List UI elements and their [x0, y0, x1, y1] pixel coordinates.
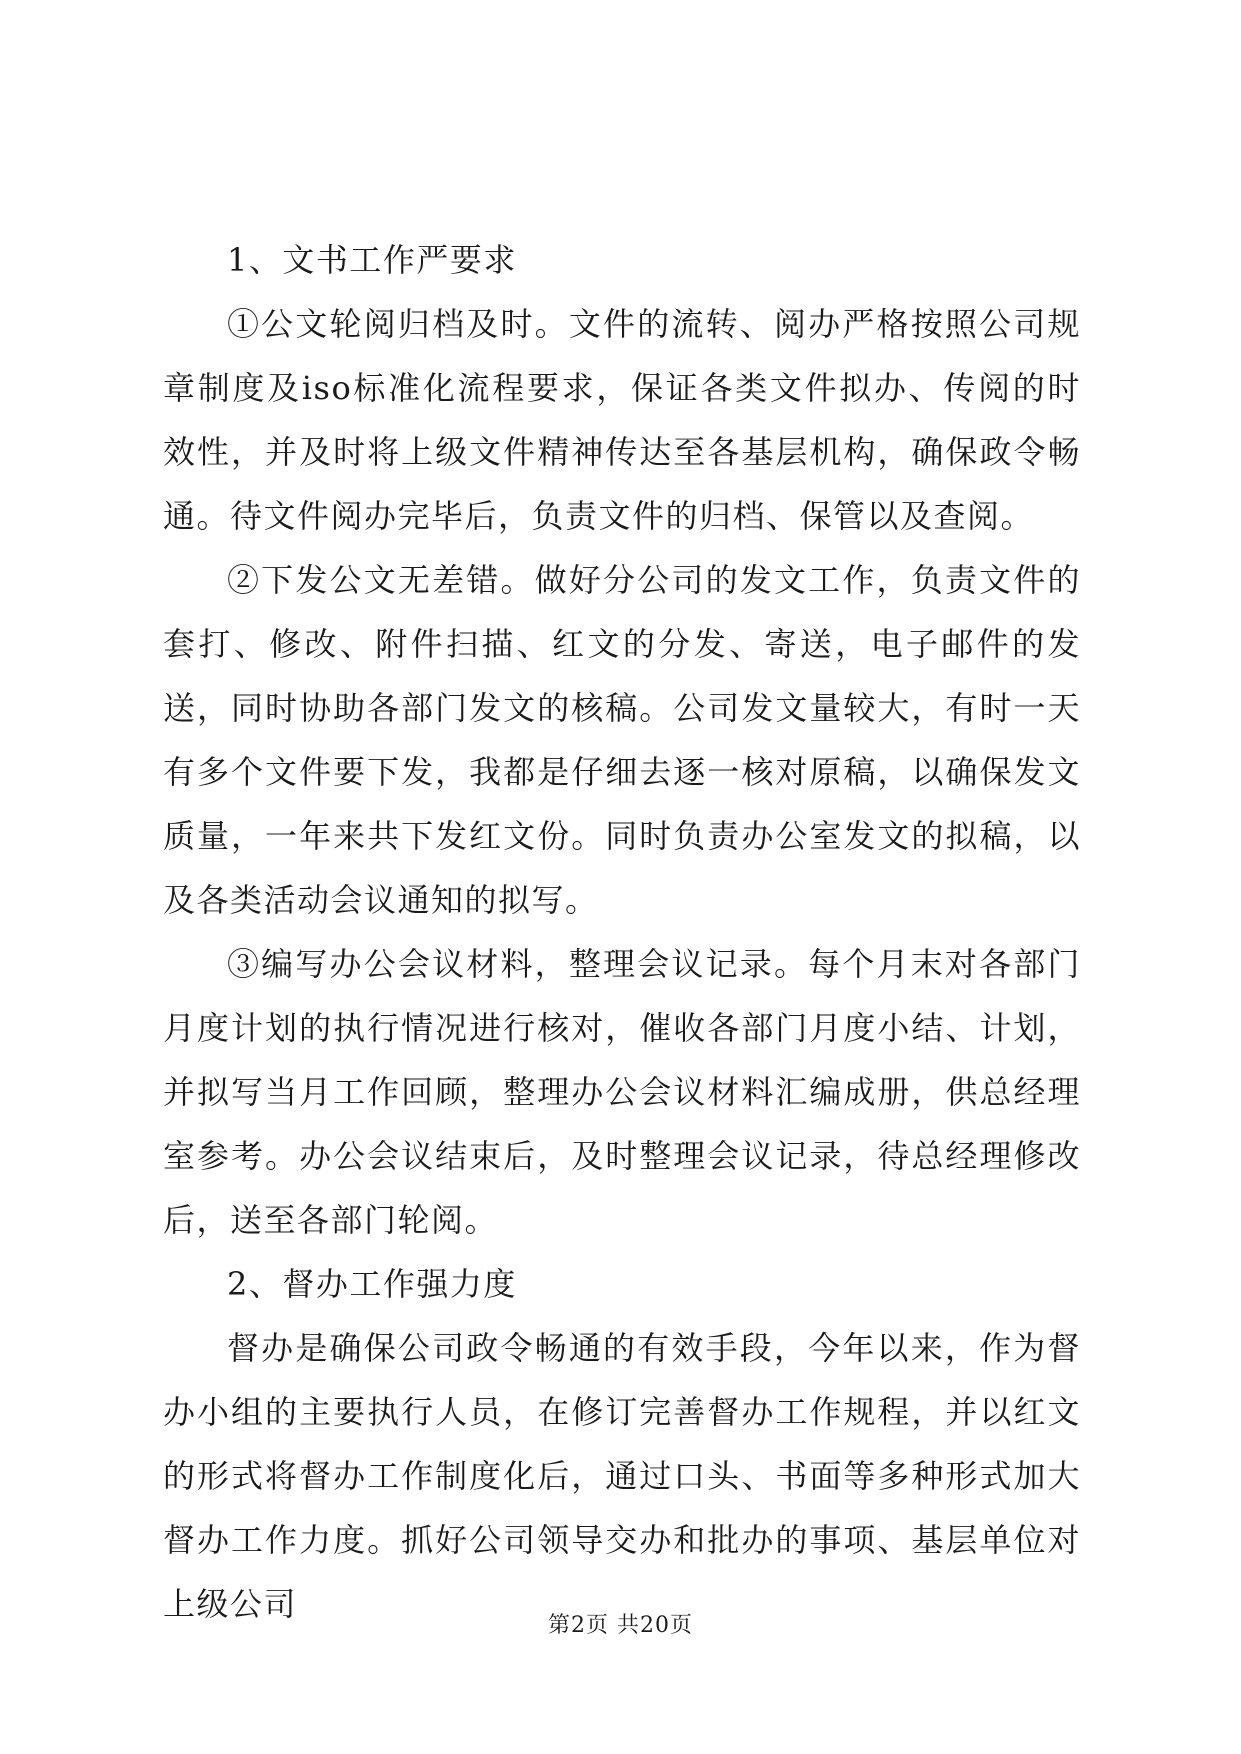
paragraph-1: ①公文轮阅归档及时。文件的流转、阅办严格按照公司规章制度及iso标准化流程要求，保证各类文件拟办、传阅的时效性，并及时将上级文件精神传达至各基层机构，确保政令畅通。待文件阅办完毕后，负责文件的归档、保管以及查阅。 — [163, 305, 1081, 535]
paragraph-3: ③编写办公会议材料，整理会议记录。每个月末对各部门月度计划的执行情况进行核对，催收各部门月度小结、计划，并拟写当月工作回顾，整理办公会议材料汇编成册，供总经理室参考。办公会议结束后，及时整理会议记录，待总经理修改后，送至各部门轮阅。 — [163, 945, 1081, 1239]
section-heading-1: 1、文书工作严要求 — [227, 241, 517, 279]
section-heading-2: 2、督办工作强力度 — [227, 1265, 517, 1303]
page-number-footer: 第2页 共20页 — [548, 1613, 693, 1638]
document-body — [163, 228, 1081, 1636]
paragraph-2: ②下发公文无差错。做好分公司的发文工作，负责文件的套打、修改、附件扫描、红文的分发、寄送，电子邮件的发送，同时协助各部门发文的核稿。公司发文量较大，有时一天有多个文件要下发，我都是仔细去逐一核对原稿，以确保发文质量，一年来共下发红文份。同时负责办公室发文的拟稿，以及各类活动会议通知的拟写。 — [163, 561, 1081, 919]
paragraph-4: 督办是确保公司政令畅通的有效手段，今年以来，作为督办小组的主要执行人员，在修订完善督办工作规程，并以红文的形式将督办工作制度化后，通过口头、书面等多种形式加大督办工作力度。抓好公司领导交办和批办的事项、基层单位对上级公司 — [163, 1329, 1081, 1623]
